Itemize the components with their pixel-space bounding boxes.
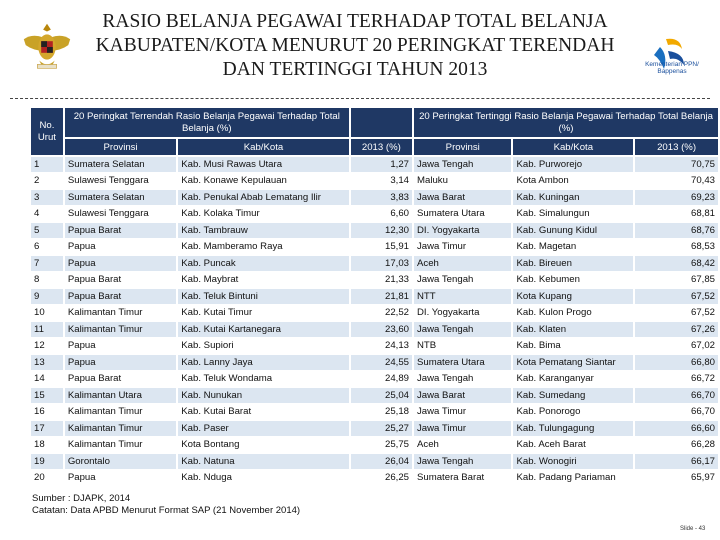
cell-val-low: 21,81	[351, 289, 412, 304]
table-row	[31, 157, 718, 172]
group-lowest-header: 20 Peringkat Terrendah Rasio Belanja Pegawai Terhadap Total Belanja (%)	[65, 108, 349, 137]
cell-val-low: 25,75	[351, 438, 412, 453]
cell-prov-low: Kalimantan Timur	[65, 421, 176, 436]
garuda-emblem-logo	[18, 18, 76, 76]
cell-no: 19	[31, 454, 63, 469]
cell-val-high: 68,81	[635, 207, 718, 222]
cell-kab-low: Kab. Tambrauw	[178, 223, 348, 238]
cell-kab-low: Kab. Kutai Barat	[178, 405, 348, 420]
cell-prov-low: Kalimantan Timur	[65, 306, 176, 321]
cell-no: 17	[31, 421, 63, 436]
table-row	[31, 190, 718, 205]
cell-prov-low: Gorontalo	[65, 454, 176, 469]
cell-val-high: 67,52	[635, 289, 718, 304]
cell-kab-high: Kota Kupang	[513, 289, 633, 304]
cell-no: 6	[31, 240, 63, 255]
col-value-low: 2013 (%)	[351, 139, 412, 155]
cell-val-high: 66,70	[635, 388, 718, 403]
cell-val-low: 25,04	[351, 388, 412, 403]
slide-number: Slide - 43	[680, 526, 706, 532]
cell-no: 16	[31, 405, 63, 420]
cell-prov-low: Kalimantan Timur	[65, 438, 176, 453]
cell-prov-low: Papua Barat	[65, 223, 176, 238]
cell-val-low: 15,91	[351, 240, 412, 255]
cell-kab-low: Kab. Musi Rawas Utara	[178, 157, 348, 172]
cell-prov-low: Kalimantan Timur	[65, 405, 176, 420]
table-row	[31, 273, 718, 288]
cell-no: 15	[31, 388, 63, 403]
cell-no: 11	[31, 322, 63, 337]
cell-prov-high: Jawa Tengah	[414, 273, 511, 288]
cell-prov-high: Jawa Timur	[414, 405, 511, 420]
cell-val-high: 70,75	[635, 157, 718, 172]
cell-kab-high: Kab. Aceh Barat	[513, 438, 633, 453]
cell-val-low: 3,83	[351, 190, 412, 205]
cell-kab-high: Kab. Kulon Progo	[513, 306, 633, 321]
col-value-high: 2013 (%)	[635, 139, 718, 155]
cell-kab-high: Kab. Karanganyar	[513, 372, 633, 387]
cell-kab-high: Kab. Bireuen	[513, 256, 633, 271]
cell-kab-low: Kota Bontang	[178, 438, 348, 453]
cell-kab-low: Kab. Mamberamo Raya	[178, 240, 348, 255]
cell-no: 1	[31, 157, 63, 172]
cell-val-low: 26,04	[351, 454, 412, 469]
cell-no: 10	[31, 306, 63, 321]
bappenas-label	[632, 61, 712, 75]
cell-val-high: 67,85	[635, 273, 718, 288]
cell-val-high: 66,72	[635, 372, 718, 387]
cell-kab-high: Kota Pematang Siantar	[513, 355, 633, 370]
table-row	[31, 454, 718, 469]
cell-val-high: 66,28	[635, 438, 718, 453]
cell-kab-low: Kab. Kutai Timur	[178, 306, 348, 321]
col-provinsi-high: Provinsi	[414, 139, 511, 155]
cell-kab-high: Kab. Ponorogo	[513, 405, 633, 420]
cell-no: 14	[31, 372, 63, 387]
cell-prov-low: Papua	[65, 256, 176, 271]
cell-kab-high: Kab. Tulungagung	[513, 421, 633, 436]
cell-val-low: 24,55	[351, 355, 412, 370]
cell-val-high: 68,42	[635, 256, 718, 271]
cell-kab-low: Kab. Teluk Wondama	[178, 372, 348, 387]
table-row	[31, 240, 718, 255]
table-row	[31, 372, 718, 387]
cell-kab-low: Kab. Puncak	[178, 256, 348, 271]
table-row	[31, 388, 718, 403]
cell-prov-high: Jawa Tengah	[414, 372, 511, 387]
cell-kab-low: Kab. Maybrat	[178, 273, 348, 288]
col-no-header: No. Urut	[31, 108, 63, 155]
cell-kab-high: Kab. Simalungun	[513, 207, 633, 222]
cell-kab-high: Kab. Magetan	[513, 240, 633, 255]
col-provinsi-low: Provinsi	[65, 139, 176, 155]
cell-prov-high: Aceh	[414, 256, 511, 271]
title-line: RASIO BELANJA PEGAWAI TERHADAP TOTAL BELANJA	[102, 11, 608, 32]
cell-no: 12	[31, 339, 63, 354]
cell-kab-high: Kab. Purworejo	[513, 157, 633, 172]
cell-kab-high: Kab. Padang Pariaman	[513, 471, 633, 486]
cell-prov-high: Jawa Tengah	[414, 322, 511, 337]
cell-val-low: 26,25	[351, 471, 412, 486]
col-kab-low: Kab/Kota	[178, 139, 348, 155]
table-row	[31, 322, 718, 337]
table-row	[31, 306, 718, 321]
title-line: DAN TERTINGGI TAHUN 2013	[222, 59, 488, 80]
cell-kab-low: Kab. Supiori	[178, 339, 348, 354]
cell-prov-high: NTT	[414, 289, 511, 304]
cell-kab-low: Kab. Teluk Bintuni	[178, 289, 348, 304]
cell-kab-high: Kab. Kebumen	[513, 273, 633, 288]
cell-no: 3	[31, 190, 63, 205]
cell-no: 20	[31, 471, 63, 486]
cell-prov-low: Sulawesi Tenggara	[65, 207, 176, 222]
cell-val-low: 23,60	[351, 322, 412, 337]
cell-prov-high: Sumatera Barat	[414, 471, 511, 486]
header-divider	[10, 98, 710, 99]
cell-kab-low: Kab. Kutai Kartanegara	[178, 322, 348, 337]
cell-kab-low: Kab. Nunukan	[178, 388, 348, 403]
cell-kab-high: Kab. Sumedang	[513, 388, 633, 403]
group-highest-header: 20 Peringkat Tertinggi Rasio Belanja Pegawai Terhadap Total Belanja (%)	[414, 108, 718, 137]
cell-prov-low: Papua	[65, 339, 176, 354]
cell-prov-high: Sumatera Utara	[414, 207, 511, 222]
cell-prov-high: Sumatera Utara	[414, 355, 511, 370]
cell-val-low: 12,30	[351, 223, 412, 238]
cell-kab-low: Kab. Konawe Kepulauan	[178, 174, 348, 189]
cell-prov-low: Papua	[65, 471, 176, 486]
cell-prov-low: Papua Barat	[65, 289, 176, 304]
logo-text-line: Bappenas	[657, 68, 687, 75]
cell-kab-low: Kab. Kolaka Timur	[178, 207, 348, 222]
cell-val-high: 69,23	[635, 190, 718, 205]
table-row	[31, 339, 718, 354]
cell-prov-high: Jawa Barat	[414, 388, 511, 403]
cell-val-high: 66,80	[635, 355, 718, 370]
cell-val-high: 68,53	[635, 240, 718, 255]
cell-val-high: 66,70	[635, 405, 718, 420]
cell-no: 5	[31, 223, 63, 238]
col-kab-high: Kab/Kota	[513, 139, 633, 155]
cell-val-high: 67,02	[635, 339, 718, 354]
cell-kab-high: Kab. Kuningan	[513, 190, 633, 205]
cell-prov-high: DI. Yogyakarta	[414, 306, 511, 321]
cell-val-low: 21,33	[351, 273, 412, 288]
cell-no: 4	[31, 207, 63, 222]
cell-val-low: 25,18	[351, 405, 412, 420]
table-row	[31, 223, 718, 238]
cell-prov-high: Maluku	[414, 174, 511, 189]
source-note	[32, 493, 300, 517]
cell-prov-low: Sumatera Selatan	[65, 157, 176, 172]
cell-val-low: 22,52	[351, 306, 412, 321]
cell-val-low: 3,14	[351, 174, 412, 189]
cell-val-high: 66,17	[635, 454, 718, 469]
cell-kab-low: Kab. Natuna	[178, 454, 348, 469]
cell-val-low: 24,89	[351, 372, 412, 387]
cell-prov-high: NTB	[414, 339, 511, 354]
cell-prov-high: DI. Yogyakarta	[414, 223, 511, 238]
cell-prov-high: Jawa Tengah	[414, 157, 511, 172]
cell-prov-low: Kalimantan Utara	[65, 388, 176, 403]
cell-kab-high: Kab. Gunung Kidul	[513, 223, 633, 238]
cell-val-high: 67,52	[635, 306, 718, 321]
table-row	[31, 471, 718, 486]
cell-kab-low: Kab. Penukal Abab Lematang Ilir	[178, 190, 348, 205]
cell-prov-low: Sulawesi Tenggara	[65, 174, 176, 189]
cell-kab-high: Kab. Wonogiri	[513, 454, 633, 469]
cell-val-low: 25,27	[351, 421, 412, 436]
cell-kab-high: Kota Ambon	[513, 174, 633, 189]
cell-val-high: 66,60	[635, 421, 718, 436]
cell-prov-high: Jawa Barat	[414, 190, 511, 205]
cell-prov-low: Kalimantan Timur	[65, 322, 176, 337]
cell-no: 8	[31, 273, 63, 288]
cell-kab-high: Kab. Bima	[513, 339, 633, 354]
table-row	[31, 256, 718, 271]
cell-kab-high: Kab. Klaten	[513, 322, 633, 337]
cell-prov-high: Aceh	[414, 438, 511, 453]
table-row	[31, 438, 718, 453]
table-row	[31, 421, 718, 436]
cell-no: 18	[31, 438, 63, 453]
cell-prov-low: Papua Barat	[65, 273, 176, 288]
cell-val-high: 65,97	[635, 471, 718, 486]
source-text: Sumber : DJAPK, 2014	[32, 493, 131, 504]
cell-prov-high: Jawa Tengah	[414, 454, 511, 469]
bappenas-logo	[640, 24, 706, 86]
cell-no: 13	[31, 355, 63, 370]
title-line: KABUPATEN/KOTA MENURUT 20 PERINGKAT TERENDAH	[95, 35, 615, 56]
cell-no: 7	[31, 256, 63, 271]
cell-prov-high: Jawa Timur	[414, 240, 511, 255]
table-row	[31, 289, 718, 304]
cell-val-low: 1,27	[351, 157, 412, 172]
cell-prov-low: Sumatera Selatan	[65, 190, 176, 205]
group-lowest-spacer	[351, 108, 412, 137]
note-text: Catatan: Data APBD Menurut Format SAP (21 November 2014)	[32, 505, 301, 516]
table-row	[31, 355, 718, 370]
cell-kab-low: Kab. Nduga	[178, 471, 348, 486]
cell-prov-high: Jawa Timur	[414, 421, 511, 436]
table-row	[31, 405, 718, 420]
cell-prov-low: Papua	[65, 240, 176, 255]
cell-val-low: 24,13	[351, 339, 412, 354]
cell-no: 9	[31, 289, 63, 304]
cell-val-low: 6,60	[351, 207, 412, 222]
cell-kab-low: Kab. Paser	[178, 421, 348, 436]
table-row	[31, 174, 718, 189]
cell-kab-low: Kab. Lanny Jaya	[178, 355, 348, 370]
cell-val-high: 67,26	[635, 322, 718, 337]
table-row	[31, 207, 718, 222]
page-title	[80, 10, 630, 82]
cell-no: 2	[31, 174, 63, 189]
cell-val-high: 68,76	[635, 223, 718, 238]
cell-val-high: 70,43	[635, 174, 718, 189]
logo-text-line: Kementerian PPN/	[645, 61, 699, 68]
cell-prov-low: Papua	[65, 355, 176, 370]
cell-prov-low: Papua Barat	[65, 372, 176, 387]
ratio-table	[29, 106, 720, 487]
cell-val-low: 17,03	[351, 256, 412, 271]
